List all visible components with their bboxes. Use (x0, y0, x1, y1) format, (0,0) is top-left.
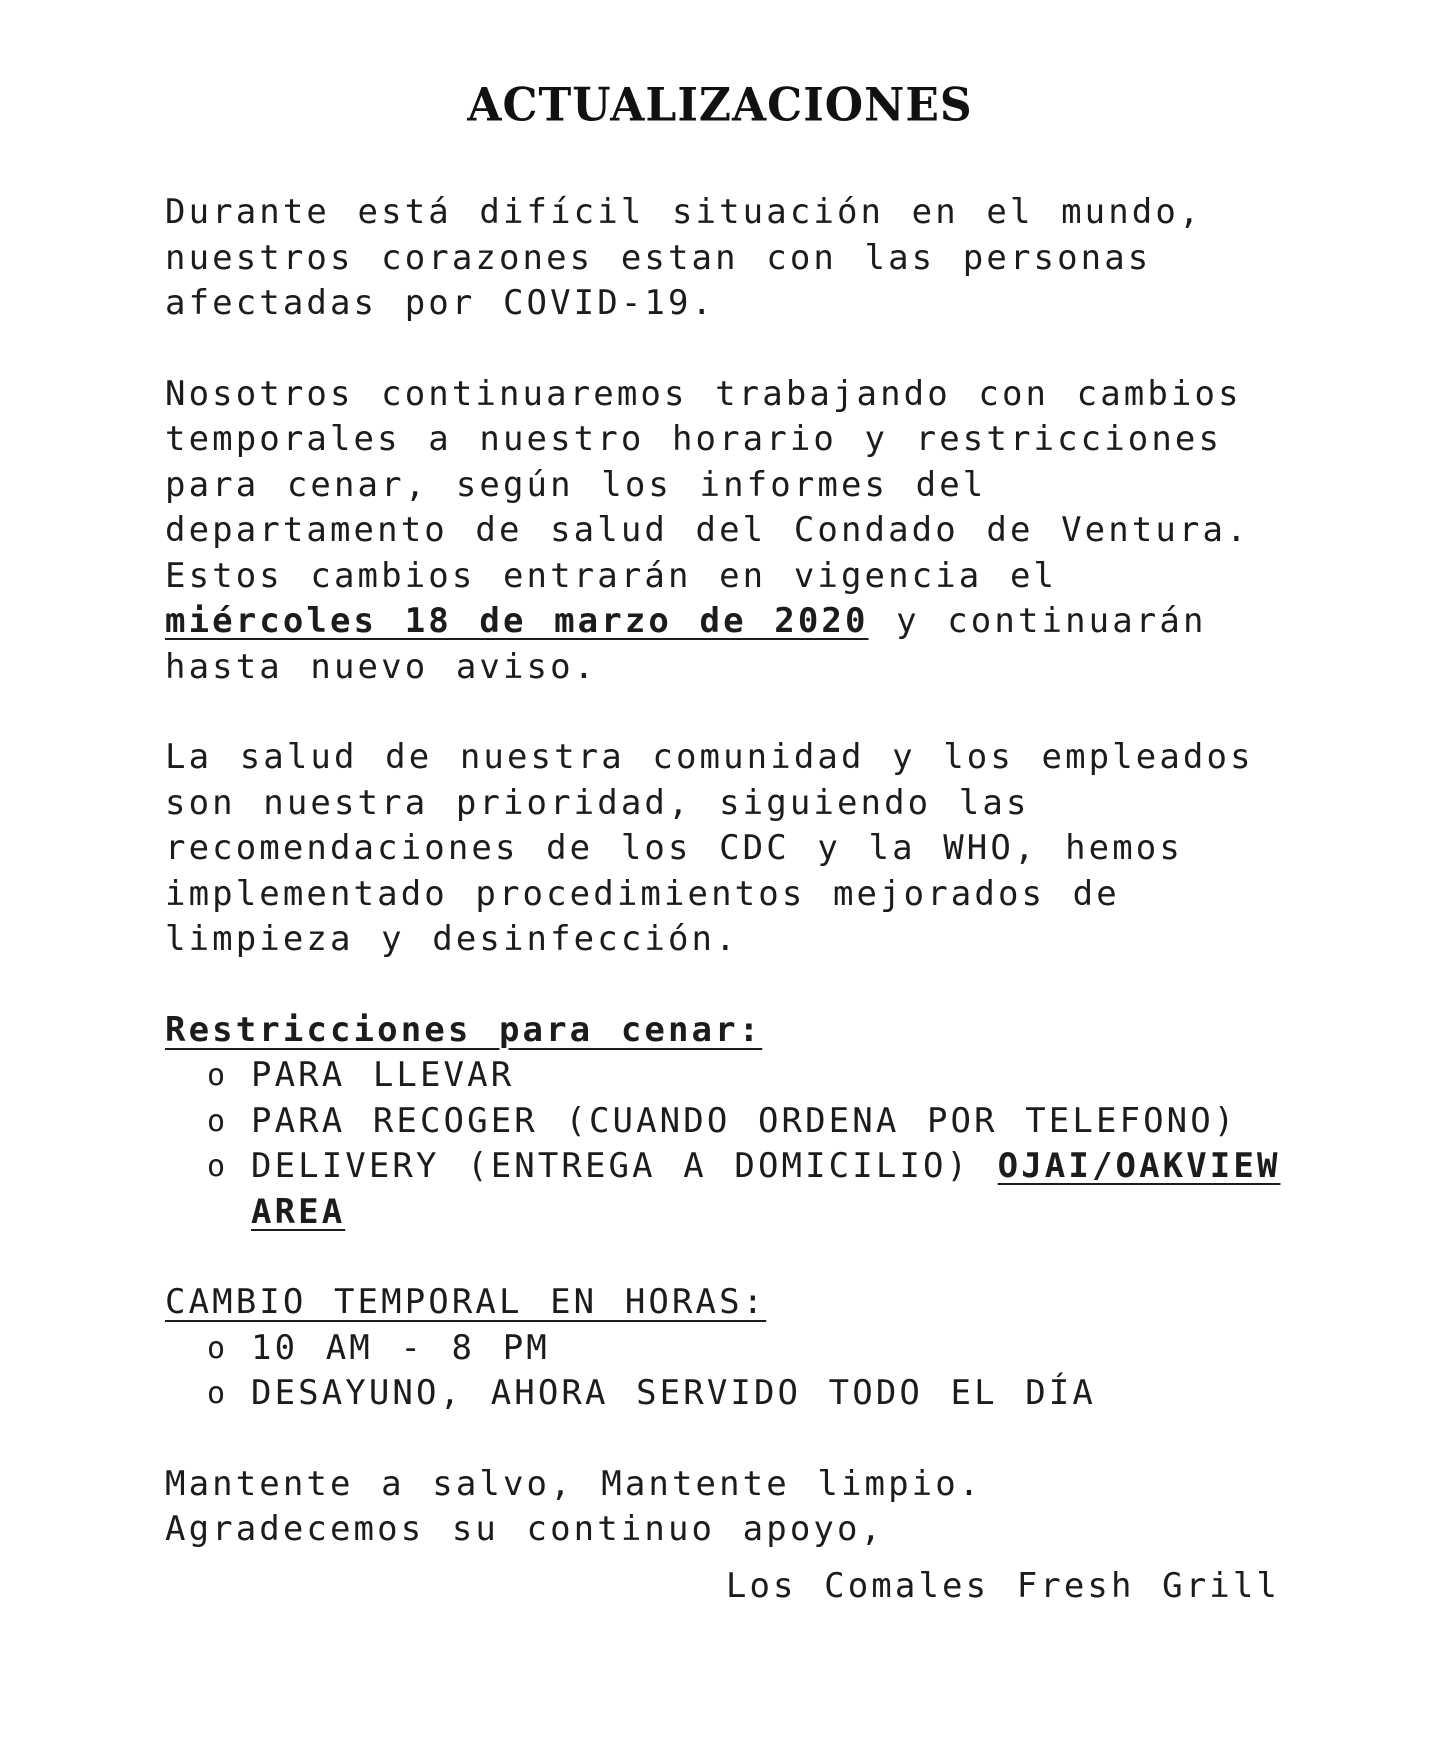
changes-paragraph (165, 372, 1295, 691)
bullet-icon: o (207, 1330, 229, 1366)
bullet-icon: o (207, 1149, 229, 1184)
bullet-icon: o (207, 1376, 229, 1411)
signature: Los Comales Fresh Grill (725, 1566, 1280, 1606)
list-item (165, 1099, 1295, 1145)
dining-restrictions-heading: Restricciones para cenar: (165, 1009, 763, 1050)
bullet-icon: o (207, 1103, 229, 1139)
health-paragraph: La salud de nuestra comunidad y los empleados son nuestra prioridad, siguiendo las recomendaciones de los CDC y la WHO, hemos implementado procedimientos mejorados de limpieza y desinfección. (165, 737, 1254, 959)
list-item (165, 1371, 1295, 1417)
list-item (165, 1053, 1295, 1099)
breakfast-note: DESAYUNO, AHORA SERVIDO TODO EL DÍA (251, 1373, 1096, 1413)
closing-line-1: Mantente a salvo, Mantente limpio. (165, 1463, 983, 1504)
closing-paragraph (165, 1462, 1295, 1553)
closing-line-2: Agradecemos su continuo apoyo, (165, 1509, 885, 1549)
dining-option-delivery: DELIVERY (ENTREGA A DOMICILIO) (251, 1146, 998, 1186)
dining-option-takeout: PARA LLEVAR (251, 1055, 515, 1095)
bullet-icon: o (207, 1058, 229, 1093)
list-item (165, 1326, 1295, 1372)
page-title: ACTUALIZACIONES (467, 78, 973, 133)
announcement-body (165, 190, 1295, 1553)
intro-paragraph: Durante está difícil situación en el mundo, nuestros corazones estan con las personas afectadas por COVID-19. (165, 192, 1203, 323)
hours-list (165, 1326, 1295, 1417)
changes-text-before: Nosotros continuaremos trabajando con cambios temporales a nuestro horario y restricciones para cenar, según los informes del departamento de salud del Condado de Ventura. Estos cambios entrarán en vigencia el (165, 373, 1250, 596)
dining-option-pickup: PARA RECOGER (CUANDO ORDENA POR TELEFONO) (251, 1100, 1238, 1141)
delivery-area: OJAI/OAKVIEW AREA (251, 1146, 1281, 1232)
hours-range: 10 AM - 8 PM (251, 1327, 550, 1368)
hours-heading: CAMBIO TEMPORAL EN HORAS: (165, 1282, 767, 1322)
dining-options-list (165, 1053, 1295, 1235)
changes-text-after: y continuarán hasta nuevo aviso. (165, 601, 1207, 687)
list-item (165, 1144, 1295, 1235)
effective-date: miércoles 18 de marzo de 2020 (165, 601, 869, 641)
